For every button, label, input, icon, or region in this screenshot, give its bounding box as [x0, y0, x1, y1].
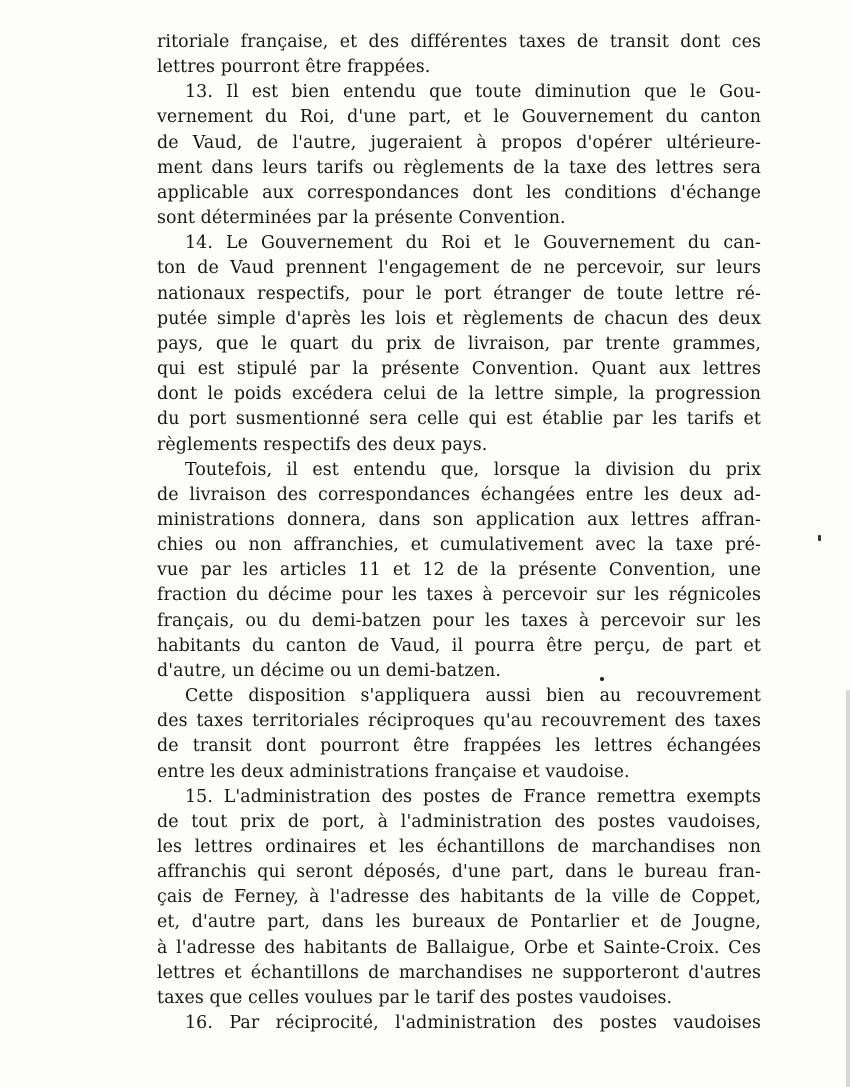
text-line: nationaux respectifs, pour le port étranger de toute lettre ré-: [157, 283, 761, 304]
text-line: Cette disposition s'appliquera aussi bien au recouvrement: [185, 686, 761, 707]
text-line: à l'adresse des habitants de Ballaigue, Orbe et Sainte-Croix. Ces: [157, 937, 761, 958]
text-line: 14. Le Gouvernement du Roi et le Gouvernement du can-: [185, 233, 761, 254]
text-line: ton de Vaud prennent l'engagement de ne percevoir, sur leurs: [157, 258, 761, 279]
text-line: vernement du Roi, d'une part, et le Gouvernement du canton: [157, 107, 761, 128]
text-line: affranchis qui seront déposés, d'une part, dans le bureau fran-: [157, 862, 761, 883]
text-line: taxes que celles voulues par le tarif des postes vaudoises.: [157, 987, 673, 1008]
text-line: et, d'autre part, dans les bureaux de Pontarlier et de Jougne,: [157, 912, 761, 933]
text-line: lettres et échantillons de marchandises ne supporteront d'autres: [157, 962, 761, 983]
text-line: de livraison des correspondances échangées entre les deux ad-: [157, 484, 761, 505]
text-line: ritoriale française, et des différentes taxes de transit dont ces: [157, 32, 761, 52]
text-line: de transit dont pourront être frappées les lettres échangées: [157, 736, 761, 757]
text-line: lettres pourront être frappées.: [157, 57, 431, 78]
article-13: [157, 80, 761, 231]
text-line: les lettres ordinaires et les échantillons de marchandises non: [157, 837, 761, 857]
margin-mark: [818, 535, 821, 541]
text-line: chies ou non affranchies, et cumulativement avec la taxe pré-: [157, 535, 761, 556]
text-line: qui est stipulé par la présente Convention. Quant aux lettres: [157, 359, 761, 380]
paragraph-cette-disposition: [157, 684, 761, 785]
text-line: des taxes territoriales réciproques qu'au recouvrement des taxes: [157, 711, 761, 732]
text-line: applicable aux correspondances dont les conditions d'échange: [157, 182, 761, 203]
text-line: pays, que le quart du prix de livraison, par trente grammes,: [157, 333, 761, 354]
text-line: dont le poids excédera celui de la lettre simple, la progression: [157, 384, 761, 405]
text-line: habitants du canton de Vaud, il pourra être perçu, de part et: [157, 635, 761, 656]
paragraph-toutefois: [157, 458, 761, 684]
ink-dot: [600, 677, 604, 681]
text-line: français, ou du demi-batzen pour les taxes à percevoir sur les: [157, 610, 761, 631]
text-line: 13. Il est bien entendu que toute diminution que le Gou-: [185, 82, 761, 103]
text-line: fraction du décime pour les taxes à percevoir sur les régnicoles: [157, 585, 761, 606]
article-14: [157, 231, 761, 457]
paragraph-continuation: [157, 30, 761, 80]
text-line: çais de Ferney, à l'adresse des habitants de la ville de Coppet,: [157, 887, 761, 908]
text-line: sont déterminées par la présente Convention.: [157, 208, 566, 229]
text-line: putée simple d'après les lois et règlements de chacun des deux: [157, 308, 761, 329]
document-body: [157, 30, 761, 1036]
article-16: [157, 1011, 761, 1036]
text-line: ment dans leurs tarifs ou règlements de la taxe des lettres sera: [157, 157, 761, 178]
page-edge-shadow: [846, 690, 850, 1087]
text-line: de Vaud, de l'autre, jugeraient à propos d'opérer ultérieure-: [157, 132, 761, 153]
text-line: 15. L'administration des postes de France remettra exempts: [185, 786, 761, 807]
text-line: ministrations donnera, dans son application aux lettres affran-: [157, 509, 761, 530]
text-line: 16. Par réciprocité, l'administration des postes vaudoises: [185, 1013, 761, 1034]
text-line: de tout prix de port, à l'administration des postes vaudoises,: [157, 811, 761, 832]
text-line: Toutefois, il est entendu que, lorsque la division du prix: [185, 459, 761, 480]
text-line: règlements respectifs des deux pays.: [157, 434, 488, 455]
text-line: entre les deux administrations française et vaudoise.: [157, 761, 630, 782]
text-line: du port susmentionné sera celle qui est établie par les tarifs et: [157, 409, 761, 430]
article-15: [157, 785, 761, 1011]
text-line: d'autre, un décime ou un demi-batzen.: [157, 660, 501, 681]
text-line: vue par les articles 11 et 12 de la présente Convention, une: [157, 560, 761, 581]
